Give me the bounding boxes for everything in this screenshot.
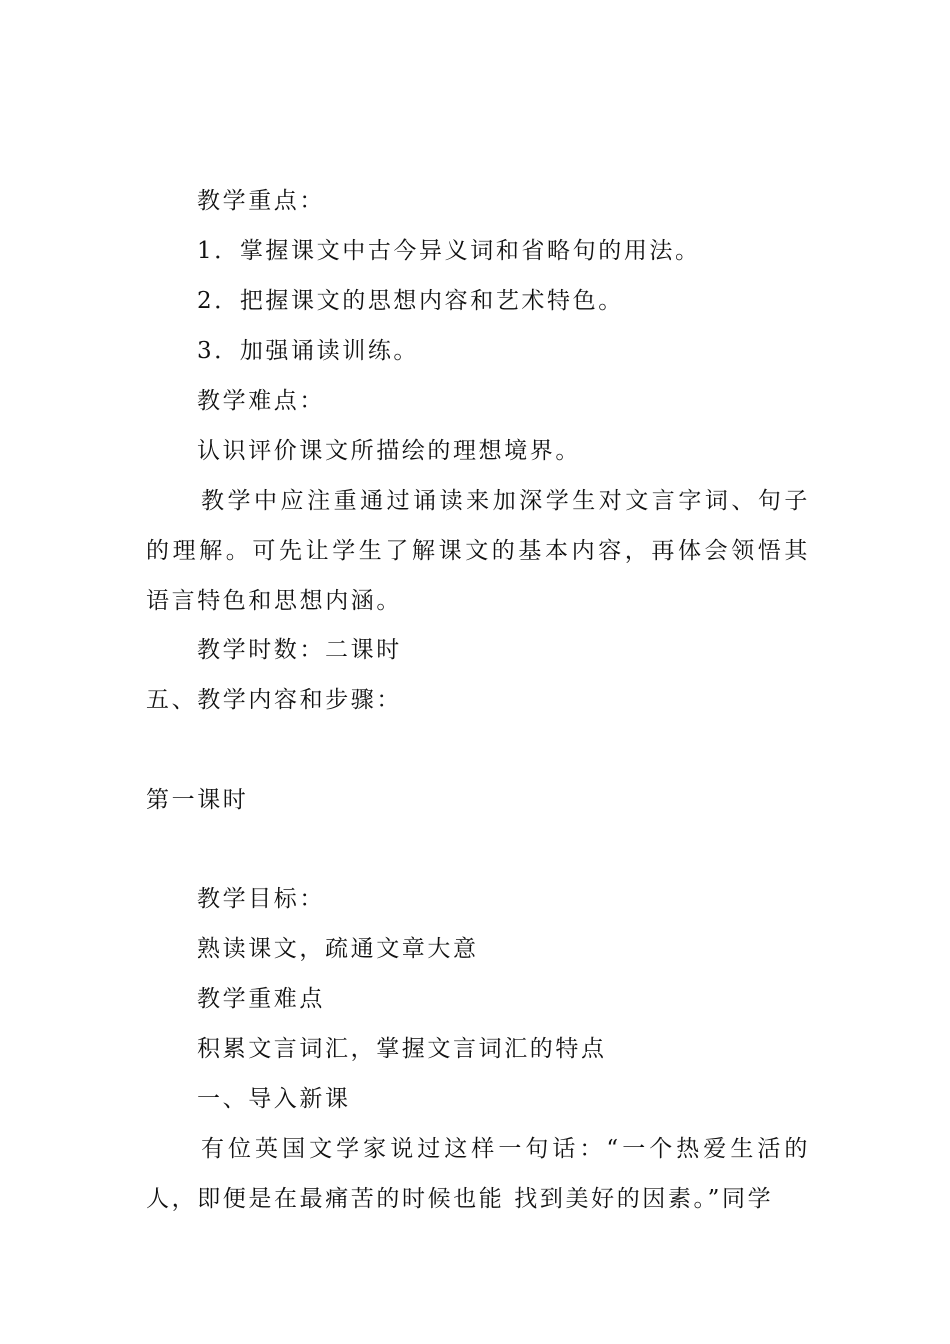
objective-heading: 教学目标：: [197, 886, 325, 912]
lesson-heading: 第一课时: [146, 787, 249, 813]
key-points-heading: 教学重点：: [197, 188, 325, 214]
difficulty-text: 认识评价课文所描绘的理想境界。: [197, 438, 581, 464]
objective-text: 熟读课文，疏通文章大意: [197, 936, 479, 962]
teaching-hours: 教学时数：二课时: [197, 637, 402, 663]
method-paragraph: 教学中应注重通过诵读来加深学生对文言字词、句子的理解。可先让学生了解课文的基本内容，再体会领悟其语言特色和思想内涵。: [146, 488, 810, 614]
key-point-item: 1．掌握课文中古今异义词和省略句的用法。: [197, 238, 701, 264]
key-difficulty-text: 积累文言词汇，掌握文言词汇的特点: [197, 1036, 607, 1062]
key-point-item: 2．把握课文的思想内容和艺术特色。: [197, 288, 624, 314]
key-point-item: 3．加强诵读训练。: [197, 338, 420, 364]
intro-heading: 一、导入新课: [197, 1086, 351, 1112]
key-difficulty-heading: 教学重难点: [197, 986, 325, 1012]
difficulty-heading: 教学难点：: [197, 388, 325, 414]
intro-paragraph: 有位英国文学家说过这样一句话：“一个热爱生活的人，即便是在最痛苦的时候也能 找到美好的因素。”同学: [146, 1136, 810, 1212]
section-heading: 五、教学内容和步骤：: [146, 687, 402, 713]
